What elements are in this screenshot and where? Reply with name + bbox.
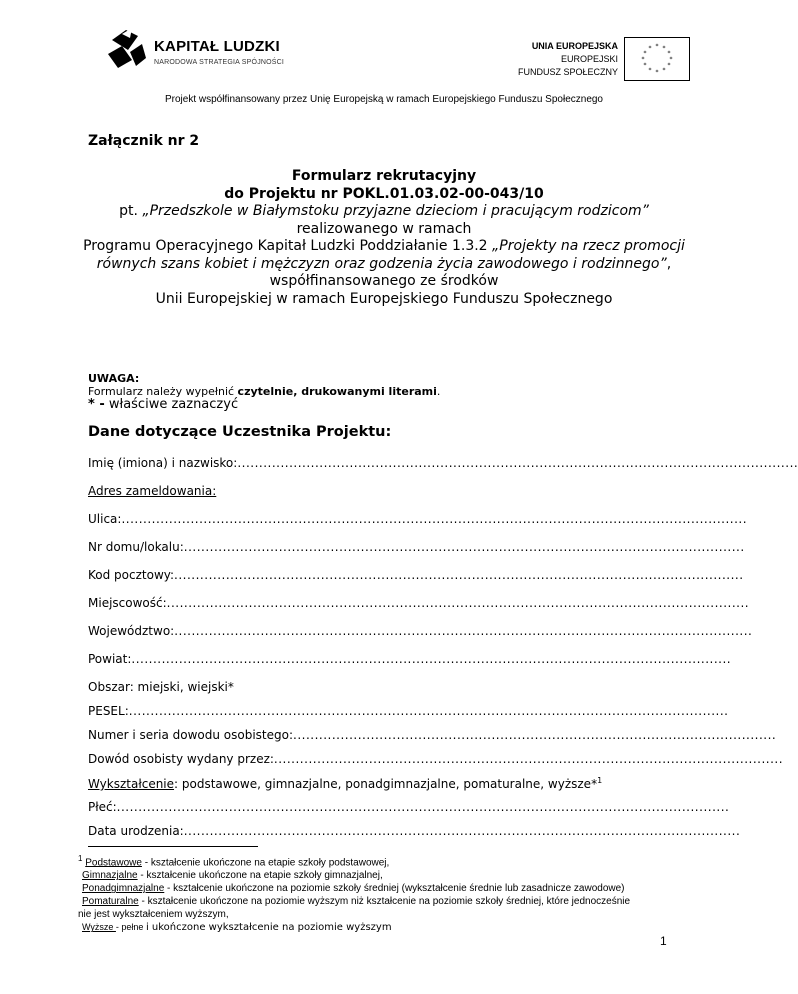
svg-text:*: *	[662, 67, 666, 74]
notice-mark: * -	[88, 397, 105, 412]
field-city-label: Miejscowość:	[88, 596, 167, 610]
project-name: „Przedszkole w Białymstoku przyjazne dzieciom i pracującym rodzicom”	[142, 203, 649, 219]
field-area[interactable]	[88, 680, 678, 694]
notice-label: UWAGA:	[88, 372, 140, 385]
field-birthdate-label: Data urodzenia:	[88, 824, 184, 838]
footnotes	[78, 852, 686, 934]
program-prefix: Programu Operacyjnego Kapitał Ludzki Poddziałanie 1.3.2	[83, 238, 493, 254]
footnote-rule	[88, 846, 258, 847]
field-house-label: Nr domu/lokalu:	[88, 540, 184, 554]
field-house[interactable]: Nr domu/lokalu:..................................................................................................................................	[88, 540, 745, 554]
program-line-2	[60, 256, 708, 274]
address-heading	[88, 484, 678, 498]
program-italic-2: równych szans kobiet i mężczyzn oraz godzenia życia zawodowego i rodzinnego”	[96, 255, 667, 272]
field-education-options: : podstawowe, gimnazjalne, ponadgimnazjalne, pomaturalne, wyższe*	[174, 777, 598, 791]
notice-mark-text: właściwe zaznaczyć	[104, 397, 239, 412]
program-italic: „Projekty na rzecz promocji	[492, 238, 685, 254]
field-education-label: Wykształcenie	[88, 777, 175, 791]
field-birthdate[interactable]: Data urodzenia:.................................................................................................................................	[88, 824, 741, 838]
footnote-4	[78, 895, 686, 908]
form-title-block	[60, 168, 708, 308]
svg-text:*: *	[667, 50, 671, 57]
field-id-number[interactable]: Numer i seria dowodu osobistego:................................................................................................................	[88, 728, 777, 742]
cofinance-header: Projekt współfinansowany przez Unię Europejską w ramach Europejskiego Funduszu Społecznego	[164, 94, 603, 105]
footnote-text-3: - kształcenie ukończone na poziomie szkoły średniej (wykształcenie średnie lub zasadnicze zawodowe)	[164, 883, 625, 895]
address-heading-label: Adres zameldowania:	[88, 484, 217, 498]
realized-line: realizowanego w ramach	[296, 220, 472, 237]
svg-text:*: *	[667, 62, 671, 69]
field-sex[interactable]: Płeć:..............................................................................................................................................	[88, 800, 730, 814]
field-id-number-label: Numer i seria dowodu osobistego:	[88, 728, 294, 742]
project-name-prefix: pt.	[119, 203, 143, 219]
notice-text-bold: czytelnie, drukowanymi literami	[237, 385, 437, 398]
notice-mark-line	[88, 398, 440, 411]
footnote-2	[78, 869, 686, 882]
attachment-label: Załącznik nr 2	[88, 133, 200, 149]
footnote-term-5: Wyższe	[82, 922, 116, 933]
kl-logo-title: KAPITAŁ LUDZKI	[154, 38, 280, 55]
footnote-text-2: - kształcenie ukończone na etapie szkoły gimnazjalnej,	[137, 870, 383, 882]
notice-text-suffix: .	[436, 385, 441, 398]
field-postal-label: Kod pocztowy:	[88, 568, 175, 582]
footnote-text-5: i ukończone wykształcenie na poziomie wyższym	[145, 922, 392, 934]
footnote-text-5a: - pełne	[115, 922, 146, 933]
svg-text:*: *	[648, 67, 652, 74]
field-education[interactable]	[88, 776, 678, 791]
field-area-label: Obszar: miejski, wiejski*	[88, 680, 234, 694]
eu-logo-line1: UNIA EUROPEJSKA	[531, 41, 618, 51]
field-voivodeship[interactable]: Województwo:......................................................................................................................................	[88, 624, 753, 638]
footnote-term-1: Podstawowe	[85, 857, 142, 869]
field-street[interactable]: Ulica:.................................................................................................................................................	[88, 512, 748, 526]
notice-text-prefix: Formularz należy wypełnić	[88, 385, 238, 398]
kapital-ludzki-logo	[108, 26, 288, 76]
svg-text:*: *	[655, 43, 659, 50]
footnote-4-cont: nie jest wykształceniem wyższym,	[78, 909, 229, 921]
kl-logo-subtitle: NARODOWA STRATEGIA SPÓJNOŚCI	[154, 59, 285, 66]
eu-fund-line: Unii Europejskiej w ramach Europejskiego Funduszu Społecznego	[155, 290, 613, 307]
field-county-label: Powiat:	[88, 652, 132, 666]
field-name-label: Imię (imiona) i nazwisko:	[88, 456, 238, 470]
program-suffix: ,	[666, 255, 672, 272]
field-county[interactable]: Powiat:...........................................................................................................................................	[88, 652, 732, 666]
svg-text:*: *	[643, 50, 647, 57]
svg-text:*: *	[655, 69, 659, 76]
footnote-ref: 1	[597, 776, 603, 785]
svg-text:*: *	[669, 56, 673, 63]
eu-logo-line3: FUNDUSZ SPOŁECZNY	[517, 67, 618, 77]
footnote-5	[78, 921, 686, 934]
footnote-text-1: - kształcenie ukończone na etapie szkoły podstawowej,	[141, 857, 390, 869]
field-postal[interactable]: Kod pocztowy:....................................................................................................................................	[88, 568, 744, 582]
footnote-term-4: Pomaturalne	[82, 896, 139, 908]
kapital-ludzki-emblem-icon	[108, 26, 146, 68]
field-pesel[interactable]: PESEL:...........................................................................................................................................	[88, 704, 729, 718]
form-title: Formularz rekrutacyjny	[291, 168, 477, 184]
eu-logo-text	[518, 40, 618, 79]
svg-text:*: *	[643, 62, 647, 69]
field-id-issued[interactable]: Dowód osobisty wydany przez:......................................................................................................................	[88, 752, 784, 766]
field-pesel-label: PESEL:	[88, 704, 129, 718]
field-id-issued-label: Dowód osobisty wydany przez:	[88, 752, 274, 766]
page-number: 1	[660, 934, 667, 948]
cofinanced-line: współfinansowanego ze środków	[269, 273, 499, 289]
svg-text:*: *	[641, 56, 645, 63]
field-voivodeship-label: Województwo:	[88, 624, 175, 638]
eu-flag-icon	[624, 37, 690, 81]
project-name-line	[60, 203, 708, 221]
footnote-3	[78, 882, 686, 895]
eu-logo-line2: EUROPEJSKI	[560, 54, 618, 64]
footnote-term-3: Ponadgimnazjalne	[82, 883, 165, 895]
footnote-term-2: Gimnazjalne	[82, 870, 138, 882]
program-line	[60, 238, 708, 256]
section-title: Dane dotyczące Uczestnika Projektu:	[88, 424, 392, 440]
footnote-text-4: - kształcenie ukończone na poziomie wyższym niż kształcenie na poziomie szkoły średniej, które jednocześnie	[138, 896, 631, 908]
field-name[interactable]: Imię (imiona) i nazwisko:..................................................................................................................................	[88, 456, 798, 470]
notice	[88, 372, 440, 411]
project-number: do Projektu nr POKL.01.03.02-00-043/10	[224, 185, 544, 202]
field-sex-label: Płeć:	[88, 800, 117, 814]
field-city[interactable]: Miejscowość:.......................................................................................................................................	[88, 596, 750, 610]
footnote-1	[78, 852, 686, 869]
field-street-label: Ulica:	[88, 512, 122, 526]
svg-text:*: *	[662, 45, 666, 52]
footnote-number: 1	[78, 854, 83, 863]
svg-text:*: *	[648, 45, 652, 52]
